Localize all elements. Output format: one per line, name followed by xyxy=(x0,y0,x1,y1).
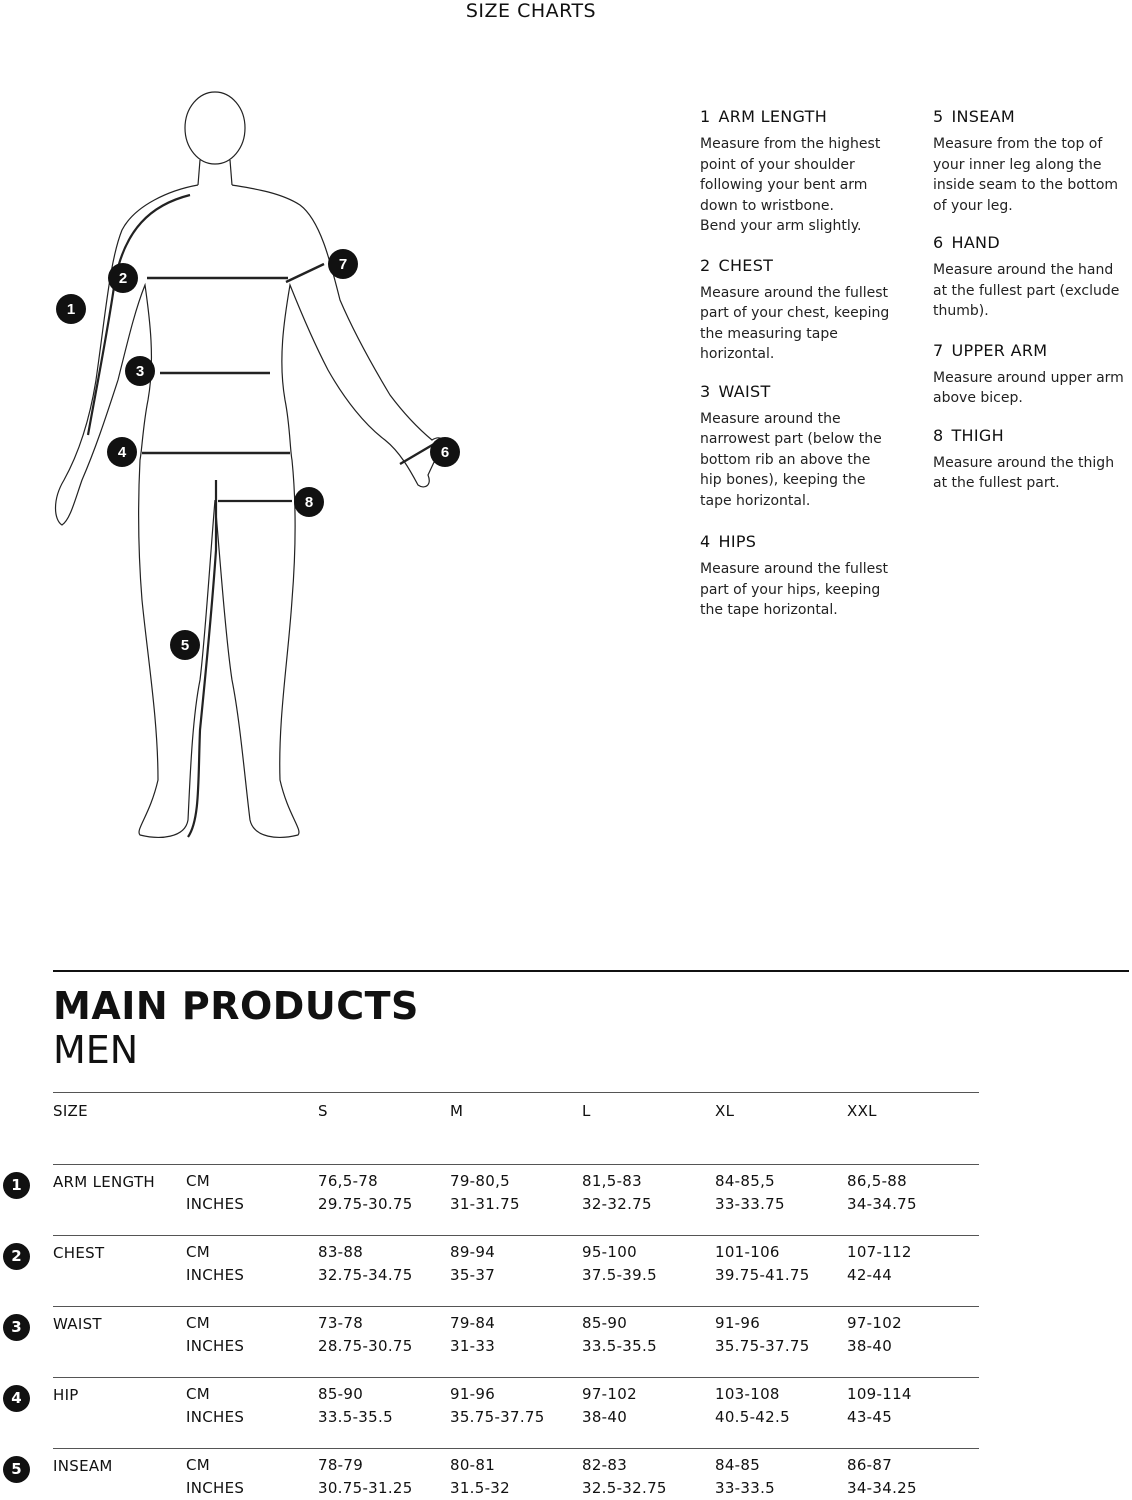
description-line: inside seam to the bottom xyxy=(933,177,1119,193)
unit-label: CM xyxy=(186,1314,211,1332)
measurement-item xyxy=(933,232,1132,322)
description-line: at the fullest part. xyxy=(933,475,1060,491)
marker-3 xyxy=(125,356,155,386)
measurement-number: 6 xyxy=(933,233,944,252)
inches-value: 33-33.5 xyxy=(715,1479,775,1497)
table-rule xyxy=(53,1448,979,1449)
row-number-badge: 3 xyxy=(3,1314,30,1341)
measurement-heading xyxy=(700,255,915,277)
inches-value: 29.75-30.75 xyxy=(318,1195,413,1213)
measurement-heading xyxy=(700,531,915,553)
description-line: the tape horizontal. xyxy=(700,602,838,618)
row-label: WAIST xyxy=(53,1315,102,1333)
inches-value: 30.75-31.25 xyxy=(318,1479,413,1497)
measurement-heading xyxy=(933,106,1132,128)
measurement-title: HIPS xyxy=(718,532,757,551)
table-rule xyxy=(53,1306,979,1307)
table-cell xyxy=(582,1312,657,1358)
marker-1-label: 1 xyxy=(66,301,76,318)
section-divider xyxy=(53,970,1129,972)
marker-1 xyxy=(56,294,86,324)
cm-value: 83-88 xyxy=(318,1243,364,1261)
table-cell xyxy=(318,1241,413,1287)
measurement-item xyxy=(933,106,1132,216)
measurement-title: THIGH xyxy=(951,425,1004,445)
marker-5 xyxy=(170,630,200,660)
unit-label: CM xyxy=(186,1172,211,1190)
cm-value: 85-90 xyxy=(318,1385,364,1403)
inches-value: 43-45 xyxy=(847,1408,893,1426)
section-title: MAIN PRODUCTS xyxy=(53,984,419,1028)
inches-value: 35-37 xyxy=(450,1266,496,1284)
table-cell xyxy=(847,1454,917,1500)
cm-value: 85-90 xyxy=(582,1314,628,1332)
size-column-header: M xyxy=(450,1102,464,1120)
measurement-description xyxy=(933,453,1132,494)
marker-8 xyxy=(294,487,324,517)
measurement-number: 8 xyxy=(933,425,944,445)
cm-value: 89-94 xyxy=(450,1243,496,1261)
size-column-header: S xyxy=(318,1102,328,1120)
section-subtitle: MEN xyxy=(53,1028,139,1072)
table-rule xyxy=(53,1164,979,1165)
upper-arm-line xyxy=(286,264,324,282)
inches-value: 34-34.75 xyxy=(847,1195,917,1213)
description-line: down to wristbone. xyxy=(700,197,834,214)
cm-value: 80-81 xyxy=(450,1456,496,1474)
description-line: tape horizontal. xyxy=(700,492,811,509)
measurement-item xyxy=(700,255,915,365)
measurement-title: INSEAM xyxy=(951,107,1015,126)
table-cell xyxy=(582,1170,652,1216)
table-cell xyxy=(450,1312,495,1358)
table-cell xyxy=(318,1312,413,1358)
table-cell xyxy=(318,1383,393,1429)
description-line: Measure from the highest xyxy=(700,136,881,152)
description-line: point of your shoulder xyxy=(700,156,855,173)
description-line: at the fullest part (exclude xyxy=(933,282,1120,299)
marker-4 xyxy=(107,437,137,467)
table-cell xyxy=(318,1454,413,1500)
description-line: the measuring tape xyxy=(700,325,838,342)
inches-value: 34-34.25 xyxy=(847,1479,917,1497)
unit-label: CM xyxy=(186,1385,211,1403)
hand-line xyxy=(400,444,434,464)
table-cell xyxy=(450,1383,545,1429)
description-line: narrowest part (below the xyxy=(700,431,882,447)
cm-value: 79-84 xyxy=(450,1314,496,1332)
measurement-item xyxy=(700,106,915,237)
table-cell xyxy=(847,1170,917,1216)
table-cell xyxy=(847,1383,912,1429)
measurement-description xyxy=(933,260,1132,322)
inches-value: 31-33 xyxy=(450,1337,496,1355)
unit-label: INCHES xyxy=(186,1408,245,1426)
cm-value: 109-114 xyxy=(847,1385,912,1403)
table-cell xyxy=(715,1383,790,1429)
measurement-title: UPPER ARM xyxy=(951,340,1048,360)
cm-value: 107-112 xyxy=(847,1243,912,1261)
inches-value: 33.5-35.5 xyxy=(318,1408,393,1426)
measurement-description xyxy=(700,283,915,365)
table-rule xyxy=(53,1235,979,1236)
measurement-item xyxy=(933,340,1132,409)
marker-6 xyxy=(430,437,460,467)
inches-value: 42-44 xyxy=(847,1266,893,1284)
description-line: hip bones), keeping the xyxy=(700,472,866,488)
marker-7-label: 7 xyxy=(338,256,348,273)
marker-6-label: 6 xyxy=(440,444,450,461)
cm-value: 97-102 xyxy=(582,1385,637,1403)
size-column-header: L xyxy=(582,1102,591,1120)
measurement-number: 2 xyxy=(700,255,711,275)
cm-value: 84-85 xyxy=(715,1456,761,1474)
measurement-title: WAIST xyxy=(718,381,771,401)
table-rule xyxy=(53,1377,979,1378)
measurement-description xyxy=(700,409,915,512)
inches-value: 33.5-35.5 xyxy=(582,1337,657,1355)
table-cell xyxy=(582,1241,657,1287)
measurement-item xyxy=(700,531,915,621)
unit-label: CM xyxy=(186,1456,211,1474)
cm-value: 84-85,5 xyxy=(715,1172,775,1190)
row-number-badge: 4 xyxy=(3,1385,30,1412)
table-cell xyxy=(715,1170,785,1216)
description-line: Bend your arm slightly. xyxy=(700,218,862,234)
measurement-heading xyxy=(933,232,1132,254)
row-number-badge: 2 xyxy=(3,1243,30,1270)
description-line: Measure around the hand xyxy=(933,262,1114,278)
unit-labels xyxy=(186,1454,244,1500)
description-line: part of your hips, keeping xyxy=(700,581,881,598)
measurement-description xyxy=(700,134,915,237)
cm-value: 86,5-88 xyxy=(847,1172,907,1190)
inches-value: 32-32.75 xyxy=(582,1195,652,1213)
table-cell xyxy=(715,1312,810,1358)
measurement-title: ARM LENGTH xyxy=(718,107,828,126)
measurement-description xyxy=(933,134,1132,216)
description-line: Measure around upper arm xyxy=(933,369,1124,386)
table-cell xyxy=(318,1170,413,1216)
cm-value: 97-102 xyxy=(847,1314,902,1332)
description-line: bottom rib an above the xyxy=(700,451,871,468)
figure-head xyxy=(185,92,245,164)
marker-7 xyxy=(328,249,358,279)
table-cell xyxy=(715,1241,810,1287)
cm-value: 86-87 xyxy=(847,1456,893,1474)
inches-value: 38-40 xyxy=(582,1408,628,1426)
inches-value: 32.5-32.75 xyxy=(582,1479,667,1497)
cm-value: 73-78 xyxy=(318,1314,364,1332)
measurement-description xyxy=(700,559,915,621)
size-column-header: XXL xyxy=(847,1102,877,1120)
cm-value: 103-108 xyxy=(715,1385,780,1403)
measurement-number: 1 xyxy=(700,107,711,126)
cm-value: 76,5-78 xyxy=(318,1172,378,1190)
unit-label: INCHES xyxy=(186,1266,245,1284)
measurement-number: 7 xyxy=(933,340,944,360)
size-header: SIZE xyxy=(53,1102,88,1120)
measurement-number: 5 xyxy=(933,107,944,126)
inches-value: 38-40 xyxy=(847,1337,893,1355)
cm-value: 79-80,5 xyxy=(450,1172,510,1190)
table-rule xyxy=(53,1092,979,1093)
inches-value: 39.75-41.75 xyxy=(715,1266,810,1284)
measurement-item xyxy=(700,381,915,512)
description-line: above bicep. xyxy=(933,390,1023,406)
inches-value: 32.75-34.75 xyxy=(318,1266,413,1284)
description-line: thumb). xyxy=(933,303,989,319)
measurement-number: 4 xyxy=(700,532,711,551)
cm-value: 95-100 xyxy=(582,1243,637,1261)
description-line: Measure around the fullest xyxy=(700,284,889,301)
marker-8-label: 8 xyxy=(304,494,314,511)
marker-4-label: 4 xyxy=(117,444,127,461)
unit-label: INCHES xyxy=(186,1337,245,1355)
inches-value: 35.75-37.75 xyxy=(715,1337,810,1355)
unit-labels xyxy=(186,1312,244,1358)
measurements-column-1 xyxy=(700,106,915,637)
row-label: HIP xyxy=(53,1386,79,1404)
measurement-title: CHEST xyxy=(718,255,774,275)
unit-label: CM xyxy=(186,1243,211,1261)
unit-label: INCHES xyxy=(186,1195,245,1213)
row-label: ARM LENGTH xyxy=(53,1173,155,1191)
table-cell xyxy=(582,1454,667,1500)
description-line: of your leg. xyxy=(933,197,1013,214)
unit-labels xyxy=(186,1241,244,1287)
marker-3-label: 3 xyxy=(135,363,145,380)
marker-2 xyxy=(108,263,138,293)
inches-value: 28.75-30.75 xyxy=(318,1337,413,1355)
unit-labels xyxy=(186,1383,244,1429)
unit-labels xyxy=(186,1170,244,1216)
description-line: Measure from the top of xyxy=(933,136,1103,152)
description-line: part of your chest, keeping xyxy=(700,305,890,321)
description-line: Measure around the fullest xyxy=(700,561,889,577)
cm-value: 78-79 xyxy=(318,1456,364,1474)
marker-2-label: 2 xyxy=(118,270,128,287)
marker-5-label: 5 xyxy=(180,637,190,654)
measurement-number: 3 xyxy=(700,381,711,401)
measurement-heading xyxy=(700,106,915,128)
row-number-badge: 5 xyxy=(3,1456,30,1483)
row-label: CHEST xyxy=(53,1244,105,1262)
cm-value: 91-96 xyxy=(450,1385,496,1403)
table-cell xyxy=(450,1170,520,1216)
measurement-heading xyxy=(700,381,915,403)
table-cell xyxy=(847,1312,902,1358)
cm-value: 81,5-83 xyxy=(582,1172,642,1190)
table-cell xyxy=(450,1241,495,1287)
arm-length-line xyxy=(88,195,190,435)
measurement-item xyxy=(933,425,1132,494)
measurement-heading xyxy=(933,340,1132,362)
body-measurement-figure xyxy=(40,80,480,850)
inches-value: 33-33.75 xyxy=(715,1195,785,1213)
inches-value: 37.5-39.5 xyxy=(582,1266,657,1284)
description-line: following your bent arm xyxy=(700,177,868,193)
description-line: your inner leg along the xyxy=(933,156,1102,173)
row-label: INSEAM xyxy=(53,1457,113,1475)
size-column-header: XL xyxy=(715,1102,735,1120)
measurements-column-2 xyxy=(933,106,1132,510)
inches-value: 31-31.75 xyxy=(450,1195,520,1213)
table-cell xyxy=(715,1454,775,1500)
description-line: Measure around the thigh xyxy=(933,454,1115,471)
description-line: Measure around the xyxy=(700,410,841,427)
unit-label: INCHES xyxy=(186,1479,245,1497)
inches-value: 35.75-37.75 xyxy=(450,1408,545,1426)
row-number-badge: 1 xyxy=(3,1172,30,1199)
measurement-description xyxy=(933,368,1132,409)
cm-value: 101-106 xyxy=(715,1243,780,1261)
inches-value: 40.5-42.5 xyxy=(715,1408,790,1426)
measurement-heading xyxy=(933,425,1132,447)
page-title: SIZE CHARTS xyxy=(465,0,597,22)
cm-value: 91-96 xyxy=(715,1314,761,1332)
table-cell xyxy=(582,1383,637,1429)
cm-value: 82-83 xyxy=(582,1456,628,1474)
inches-value: 31.5-32 xyxy=(450,1479,510,1497)
table-cell xyxy=(847,1241,912,1287)
description-line: horizontal. xyxy=(700,346,775,362)
measurement-title: HAND xyxy=(951,233,1000,252)
table-cell xyxy=(450,1454,510,1500)
